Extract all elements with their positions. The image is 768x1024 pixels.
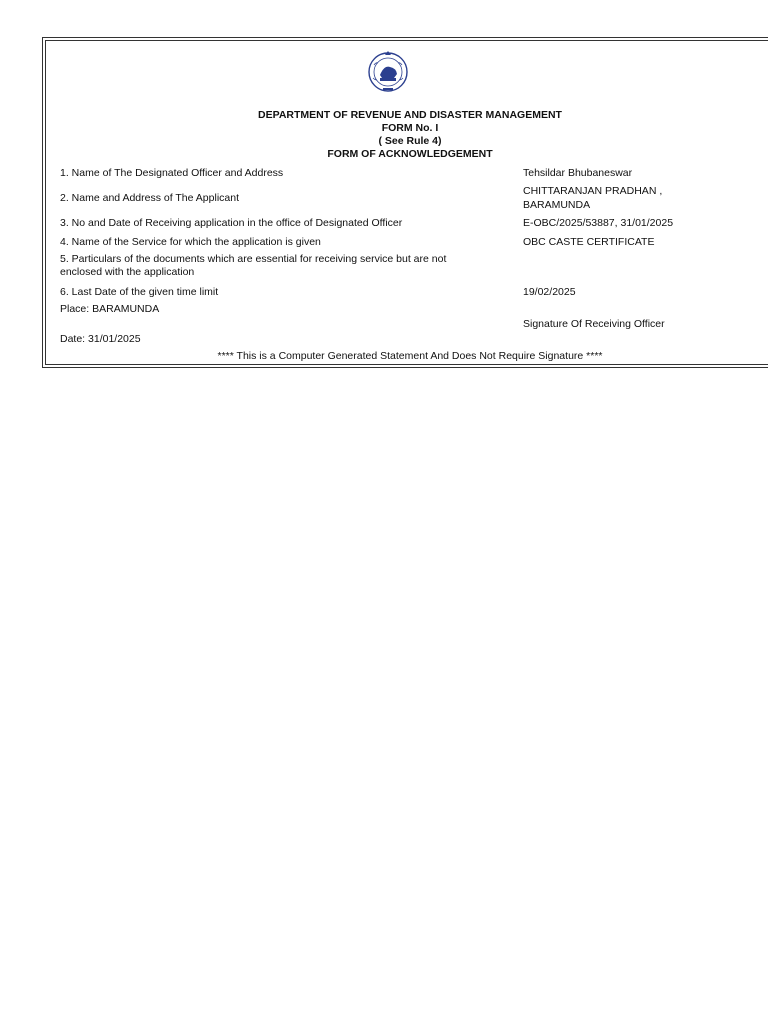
form-inner-border: [45, 40, 768, 365]
row-receiving-application-label: 3. No and Date of Receiving application in the office of Designated Officer: [60, 217, 403, 229]
form-number: FORM No. I: [381, 122, 439, 134]
row-applicant-value: CHITTARANJAN PRADHAN ,: [523, 185, 663, 197]
department-title: DEPARTMENT OF REVENUE AND DISASTER MANAGEMENT: [258, 109, 562, 121]
computer-generated-note: **** This is a Computer Generated Statement And Does Not Require Signature ****: [217, 350, 603, 362]
acknowledgement-form: [42, 37, 768, 368]
form-title: FORM OF ACKNOWLEDGEMENT: [327, 148, 493, 160]
place-text: Place: BARAMUNDA: [60, 303, 160, 315]
date-text: Date: 31/01/2025: [60, 333, 141, 345]
row-designated-officer-value: Tehsildar Bhubaneswar: [523, 167, 633, 179]
rule-reference: ( See Rule 4): [378, 135, 442, 147]
row-documents-label: 5. Particulars of the documents which are essential for receiving service but are not enclosed with the application: [60, 253, 447, 278]
row-last-date-label: 6. Last Date of the given time limit: [60, 286, 219, 298]
row-applicant-label: 2. Name and Address of The Applicant: [60, 192, 240, 204]
row-receiving-application-value: E-OBC/2025/53887, 31/01/2025: [523, 217, 674, 229]
row-service-label: 4. Name of the Service for which the application is given: [60, 236, 321, 248]
row-last-date-value: 19/02/2025: [523, 286, 576, 298]
row-designated-officer-label: 1. Name of The Designated Officer and Address: [60, 167, 284, 179]
government-emblem-icon: [366, 48, 410, 96]
row-applicant-value-line2: BARAMUNDA: [523, 199, 591, 211]
signature-label: Signature Of Receiving Officer: [523, 318, 665, 330]
row-service-value: OBC CASTE CERTIFICATE: [523, 236, 655, 248]
